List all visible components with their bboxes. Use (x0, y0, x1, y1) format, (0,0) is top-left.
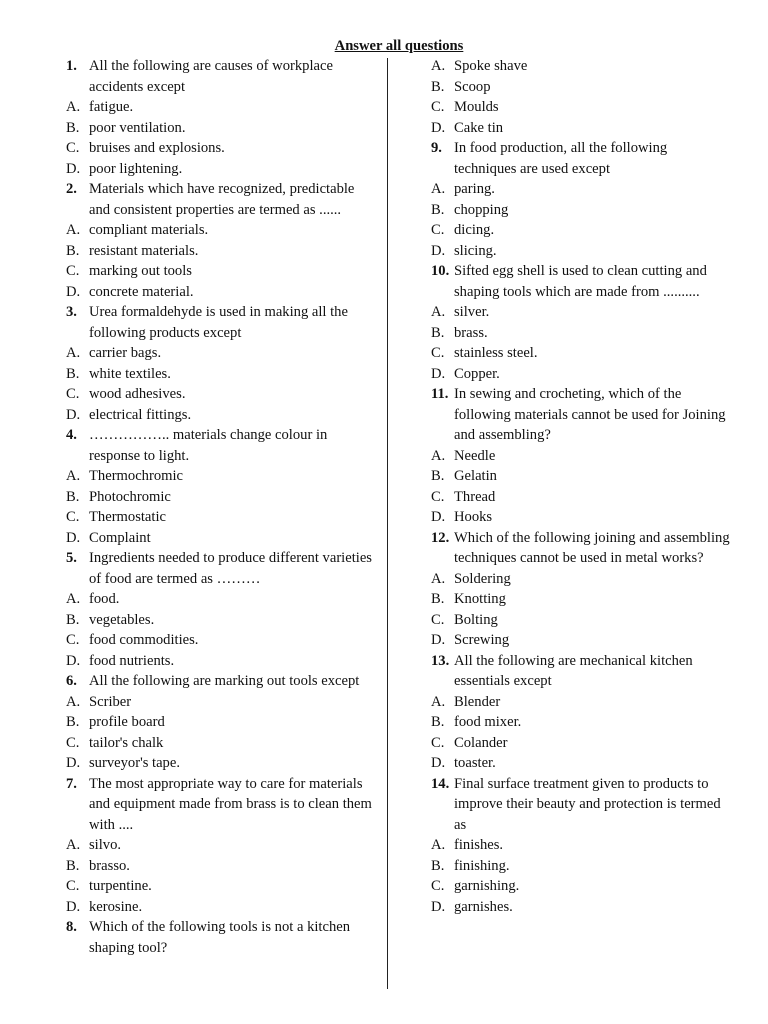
option-text: stainless steel. (454, 345, 538, 361)
answer-option (431, 856, 731, 877)
question-block (66, 56, 376, 179)
answer-option (66, 897, 376, 918)
option-letter: C. (431, 488, 445, 505)
question-block (431, 528, 731, 651)
option-letter: C. (431, 878, 445, 894)
question-number: 12. (431, 529, 450, 546)
option-text: poor lightening. (89, 160, 183, 177)
question-text: Urea formaldehyde is used in making all the following products except (89, 304, 348, 341)
question-text: Which of the following joining and assembling techniques cannot be used in metal works? (454, 529, 730, 566)
answer-option (66, 876, 376, 897)
option-letter: B. (66, 857, 80, 874)
answer-option (66, 343, 376, 364)
answer-option (66, 261, 376, 282)
question-number: 14. (431, 775, 450, 792)
option-text: Screwing (454, 632, 510, 648)
answer-option (431, 364, 731, 385)
option-text: slicing. (454, 242, 497, 259)
question-text: The most appropriate way to care for materials and equipment made from brass is to clean them with .... (89, 775, 372, 833)
option-text: garnishes. (454, 898, 513, 915)
question-block (431, 774, 731, 918)
option-letter: D. (66, 406, 81, 423)
option-text: Blender (454, 693, 501, 710)
option-text: finishes. (454, 837, 504, 853)
question (66, 425, 376, 466)
question-number: 1. (66, 58, 77, 74)
question-text: Final surface treatment given to products to improve their beauty and protection is termed as (454, 775, 721, 833)
option-letter: D. (431, 755, 446, 771)
option-text: marking out tools (89, 263, 192, 279)
option-text: silver. (454, 304, 490, 320)
question-number: 7. (66, 775, 77, 792)
option-letter: B. (66, 242, 80, 259)
question (66, 917, 376, 958)
question-block (66, 302, 376, 425)
question-text: All the following are mechanical kitchen essentials except (454, 652, 693, 689)
question (66, 671, 376, 692)
question (431, 528, 731, 569)
option-text: wood adhesives. (89, 386, 186, 402)
answer-option (431, 97, 731, 118)
answer-option (431, 487, 731, 508)
option-text: Copper. (454, 365, 500, 382)
option-text: Colander (454, 734, 508, 751)
option-letter: A. (66, 345, 81, 361)
option-text: food. (89, 591, 120, 607)
option-text: brasso. (89, 857, 130, 874)
option-letter: C. (66, 632, 80, 648)
option-text: white textiles. (89, 365, 171, 382)
option-letter: C. (66, 140, 80, 156)
option-letter: B. (431, 714, 445, 730)
option-letter: A. (431, 304, 446, 320)
answer-option (431, 897, 731, 918)
option-letter: A. (431, 570, 446, 587)
option-text: Cake tin (454, 119, 504, 136)
answer-option (66, 733, 376, 754)
answer-option (431, 323, 731, 344)
question-block (431, 261, 731, 384)
answer-option (66, 528, 376, 549)
answer-option (66, 507, 376, 528)
option-text: bruises and explosions. (89, 140, 225, 156)
option-text: Knotting (454, 591, 506, 607)
option-text: Gelatin (454, 468, 497, 484)
answer-option (431, 241, 731, 262)
option-letter: A. (431, 58, 446, 74)
option-text: Hooks (454, 509, 493, 525)
question (431, 384, 731, 446)
option-text: food mixer. (454, 714, 522, 730)
option-letter: A. (431, 447, 446, 464)
option-letter: C. (66, 878, 80, 894)
option-letter: B. (66, 611, 80, 628)
option-text: fatigue. (89, 99, 134, 115)
question (431, 138, 731, 179)
question (431, 651, 731, 692)
option-letter: C. (66, 386, 80, 402)
question-text: In sewing and crocheting, which of the following materials cannot be used for Joining and assembling? (454, 386, 726, 443)
option-text: finishing. (454, 857, 510, 874)
option-text: surveyor's tape. (89, 755, 180, 771)
option-letter: A. (66, 837, 81, 853)
answer-option (431, 610, 731, 631)
option-letter: A. (431, 693, 446, 710)
question (431, 774, 731, 836)
option-letter: B. (431, 78, 445, 95)
option-letter: D. (431, 119, 446, 136)
answer-option (431, 200, 731, 221)
answer-option (66, 856, 376, 877)
question-block (66, 671, 376, 774)
question (66, 548, 376, 589)
option-letter: D. (66, 755, 81, 771)
option-text: tailor's chalk (89, 734, 164, 751)
answer-option (431, 56, 731, 77)
option-text: Bolting (454, 611, 498, 628)
answer-option (431, 630, 731, 651)
question (66, 302, 376, 343)
answer-option (431, 692, 731, 713)
answer-option (66, 405, 376, 426)
option-text: Spoke shave (454, 58, 528, 74)
option-text: profile board (89, 714, 165, 730)
question-number: 10. (431, 263, 450, 279)
option-letter: D. (431, 365, 446, 382)
option-text: chopping (454, 201, 509, 218)
question-block (431, 651, 731, 774)
option-letter: C. (66, 734, 80, 751)
answer-option (66, 97, 376, 118)
question-number: 13. (431, 652, 450, 669)
option-text: turpentine. (89, 878, 152, 894)
question-block (66, 774, 376, 918)
page-title: Answer all questions (334, 38, 464, 54)
option-letter: B. (66, 714, 80, 730)
option-letter: B. (431, 591, 445, 607)
question (431, 261, 731, 302)
option-text: poor ventilation. (89, 119, 186, 136)
option-letter: A. (66, 222, 81, 238)
option-text: carrier bags. (89, 345, 162, 361)
answer-option (66, 753, 376, 774)
option-letter: D. (66, 652, 81, 669)
answer-option (431, 220, 731, 241)
question-number: 6. (66, 673, 77, 689)
option-letter: C. (66, 263, 80, 279)
option-text: kerosine. (89, 898, 143, 915)
answer-option (66, 118, 376, 139)
question-number: 3. (66, 304, 77, 320)
option-letter: D. (66, 160, 81, 177)
option-text: Scriber (89, 693, 132, 710)
option-text: paring. (454, 181, 495, 197)
question-block (431, 138, 731, 261)
answer-option (431, 446, 731, 467)
answer-option (431, 466, 731, 487)
answer-option (66, 364, 376, 385)
question-block (66, 425, 376, 548)
question-text: All the following are marking out tools except (89, 673, 360, 689)
option-text: Thermochromic (89, 468, 184, 484)
answer-option (66, 651, 376, 672)
answer-option (66, 384, 376, 405)
option-letter: A. (431, 837, 446, 853)
option-text: concrete material. (89, 283, 194, 300)
question-text: Which of the following tools is not a kitchen shaping tool? (89, 919, 351, 956)
question-text: Materials which have recognized, predictable and consistent properties are termed as ...... (89, 181, 355, 218)
option-letter: D. (431, 509, 446, 525)
answer-option (431, 302, 731, 323)
answer-option (431, 179, 731, 200)
option-letter: D. (431, 242, 446, 259)
option-letter: C. (431, 222, 445, 238)
question-block (431, 384, 731, 528)
question-number: 5. (66, 550, 77, 566)
option-letter: D. (66, 529, 81, 546)
answer-option (66, 282, 376, 303)
option-text: Complaint (89, 529, 151, 546)
answer-option (431, 712, 731, 733)
option-text: Soldering (454, 570, 511, 587)
option-letter: C. (431, 611, 445, 628)
option-letter: D. (66, 898, 81, 915)
left-column (66, 56, 376, 958)
answer-option (431, 507, 731, 528)
option-text: Thread (454, 488, 496, 505)
option-letter: B. (431, 857, 445, 874)
option-letter: B. (66, 365, 80, 382)
option-text: Needle (454, 447, 496, 464)
option-letter: C. (66, 509, 80, 525)
option-letter: B. (66, 119, 80, 136)
question-text: Ingredients needed to produce different varieties of food are termed as ……… (89, 550, 372, 587)
option-text: vegetables. (89, 611, 155, 628)
answer-option (66, 610, 376, 631)
option-letter: B. (431, 201, 445, 218)
option-text: silvo. (89, 837, 122, 853)
option-text: food commodities. (89, 632, 199, 648)
option-text: Moulds (454, 99, 499, 115)
option-letter: A. (66, 468, 81, 484)
option-text: Scoop (454, 78, 491, 95)
question-number: 11. (431, 386, 449, 402)
answer-option (66, 159, 376, 180)
question-number: 4. (66, 427, 77, 443)
option-letter: D. (431, 632, 446, 648)
answer-option (431, 753, 731, 774)
answer-option (431, 835, 731, 856)
option-letter: B. (66, 488, 80, 505)
question-text: …………….. materials change colour in response to light. (89, 427, 328, 464)
question-number: 8. (66, 919, 77, 935)
question-block (66, 548, 376, 671)
option-letter: A. (66, 99, 81, 115)
option-letter: A. (66, 693, 81, 710)
option-text: Thermostatic (89, 509, 166, 525)
answer-option (431, 118, 731, 139)
answer-option (66, 630, 376, 651)
question-block (431, 56, 731, 138)
question-number: 9. (431, 140, 442, 156)
option-text: electrical fittings. (89, 406, 192, 423)
question (66, 774, 376, 836)
answer-option (431, 733, 731, 754)
question-text: All the following are causes of workplace accidents except (89, 58, 333, 95)
option-text: Photochromic (89, 488, 171, 505)
option-letter: C. (431, 734, 445, 751)
answer-option (66, 241, 376, 262)
answer-option (431, 77, 731, 98)
right-column (431, 56, 731, 917)
question-block (66, 917, 376, 958)
answer-option (66, 138, 376, 159)
option-text: brass. (454, 324, 488, 341)
answer-option (66, 466, 376, 487)
option-letter: A. (431, 181, 446, 197)
option-text: resistant materials. (89, 242, 199, 259)
option-text: compliant materials. (89, 222, 209, 238)
option-text: toaster. (454, 755, 496, 771)
answer-option (66, 589, 376, 610)
question-text: In food production, all the following techniques are used except (454, 140, 668, 177)
answer-option (431, 589, 731, 610)
question (66, 179, 376, 220)
option-text: dicing. (454, 222, 495, 238)
answer-option (66, 835, 376, 856)
answer-option (431, 569, 731, 590)
option-letter: B. (431, 324, 445, 341)
answer-option (431, 876, 731, 897)
option-letter: D. (431, 898, 446, 915)
option-letter: A. (66, 591, 81, 607)
option-text: garnishing. (454, 878, 520, 894)
option-letter: C. (431, 345, 445, 361)
answer-option (66, 712, 376, 733)
option-letter: B. (431, 468, 445, 484)
answer-option (431, 343, 731, 364)
option-text: food nutrients. (89, 652, 175, 669)
answer-option (66, 220, 376, 241)
option-letter: D. (66, 283, 81, 300)
question-text: Sifted egg shell is used to clean cutting and shaping tools which are made from .......... (454, 263, 707, 300)
question (66, 56, 376, 97)
option-letter: C. (431, 99, 445, 115)
question-block (66, 179, 376, 302)
answer-option (66, 487, 376, 508)
question-number: 2. (66, 181, 77, 197)
answer-option (66, 692, 376, 713)
column-divider (387, 58, 388, 989)
